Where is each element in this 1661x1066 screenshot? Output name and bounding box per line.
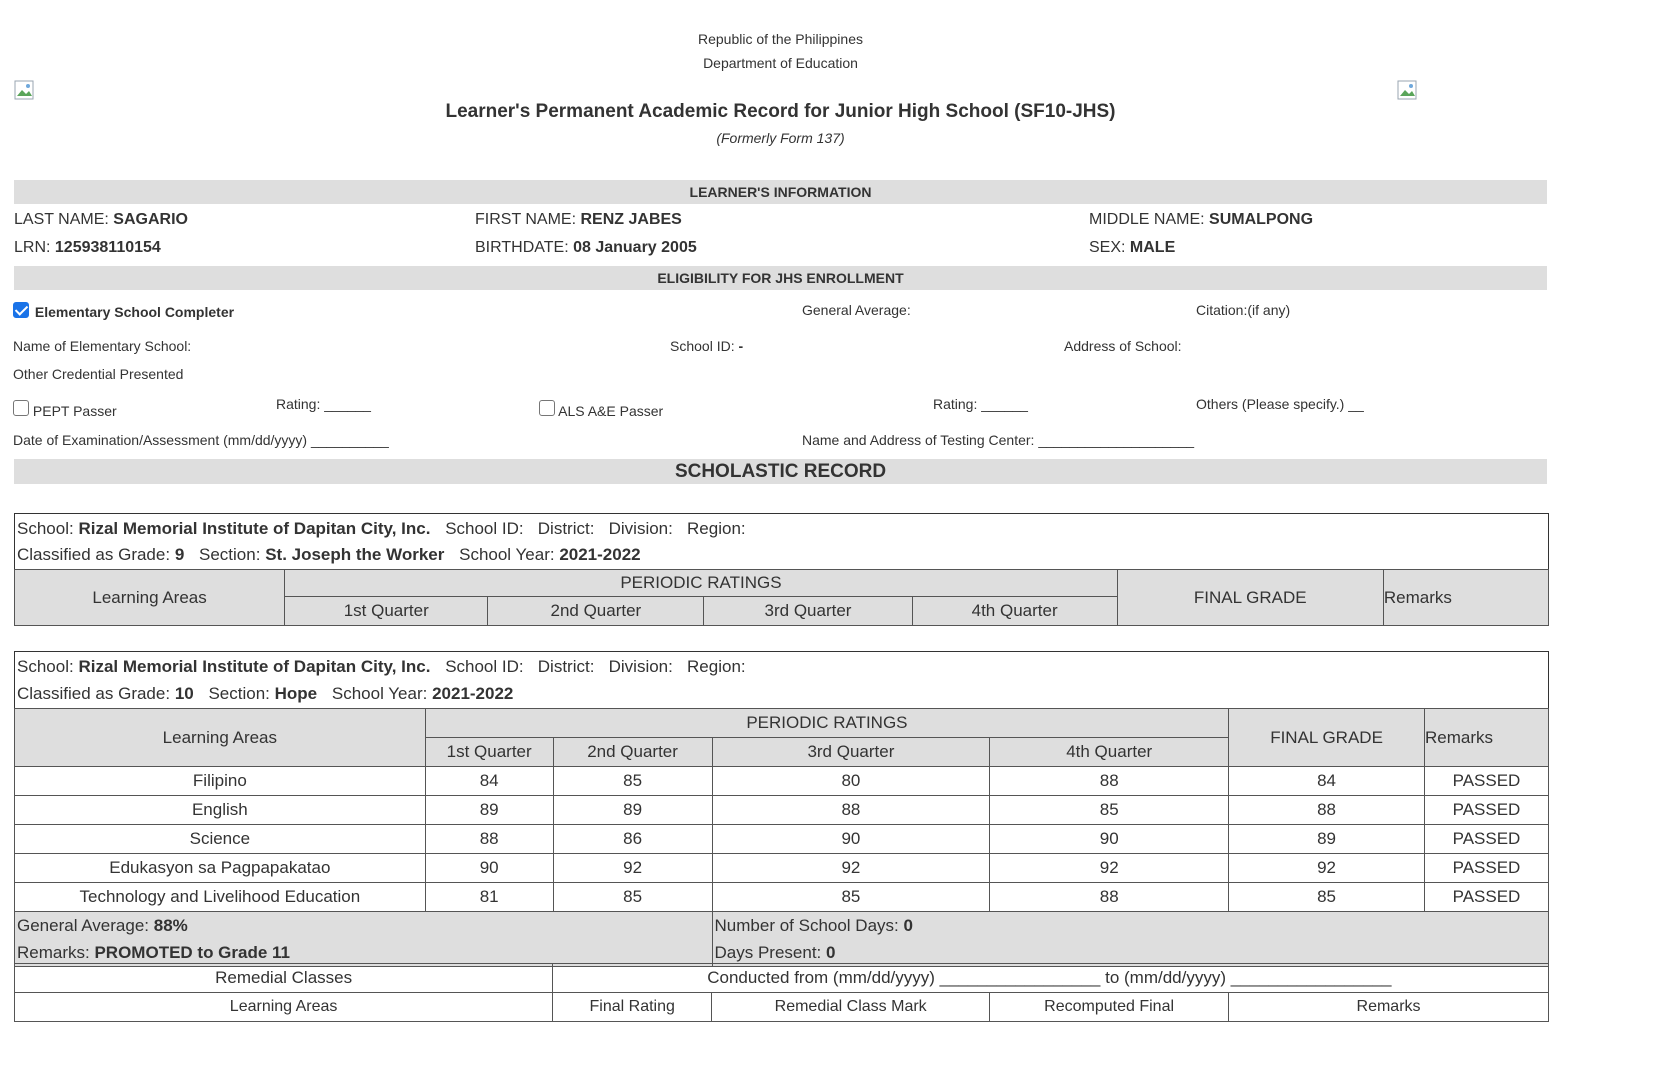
row-area: Science — [15, 825, 426, 854]
record2-school-info — [14, 651, 1549, 709]
summary-row — [15, 912, 1549, 967]
row-q3: 88 — [712, 796, 990, 825]
last-name-label: LAST NAME: — [14, 211, 109, 228]
header-department: Department of Education — [703, 55, 858, 71]
record1-q2-header: 2nd Quarter — [488, 597, 704, 626]
birthdate-field — [475, 239, 697, 257]
als-row — [539, 399, 664, 419]
days-present-value: 0 — [826, 943, 836, 962]
record2-q1-header: 1st Quarter — [425, 738, 553, 767]
school-days-field — [715, 912, 1548, 939]
record1-school-info — [14, 513, 1549, 571]
record2-year-label: School Year: — [331, 684, 428, 703]
row-remarks: PASSED — [1424, 796, 1548, 825]
first-name-field — [475, 211, 682, 229]
remedial-remarks-header: Remarks — [1229, 993, 1549, 1022]
elem-school-name-label: Name of Elementary School: — [13, 338, 192, 354]
header-republic: Republic of the Philippines — [698, 31, 863, 47]
row-remarks: PASSED — [1424, 854, 1548, 883]
record2-grade-line — [17, 684, 513, 704]
row-q4: 88 — [990, 767, 1229, 796]
last-name-field — [14, 211, 188, 229]
row-q1: 88 — [425, 825, 553, 854]
middle-name-value: SUMALPONG — [1209, 211, 1314, 228]
days-present-field — [715, 939, 1548, 966]
table-row — [15, 825, 1549, 854]
row-q1: 84 — [425, 767, 553, 796]
sex-field — [1089, 239, 1175, 257]
remedial-class-mark-header: Remedial Class Mark — [712, 993, 990, 1022]
record1-grades-table — [14, 569, 1549, 626]
remedial-conducted: Conducted from (mm/dd/yyyy) _________________ to (mm/dd/yyyy) _________________ — [553, 964, 1549, 993]
record1-q3-header: 3rd Quarter — [704, 597, 912, 626]
row-area: Filipino — [15, 767, 426, 796]
record2-grade: 10 — [174, 684, 194, 703]
row-q1: 81 — [425, 883, 553, 912]
record1-grade-line — [17, 545, 641, 565]
record1-final-header: FINAL GRADE — [1117, 570, 1383, 626]
row-area: Technology and Livelihood Education — [15, 883, 426, 912]
last-name-value: SAGARIO — [113, 211, 188, 228]
remedial-table — [14, 963, 1549, 1022]
general-average-label: General Average: — [802, 302, 911, 318]
citation-label: Citation:(if any) — [1196, 302, 1291, 318]
birthdate-label: BIRTHDATE: — [475, 239, 569, 256]
row-q2: 85 — [553, 883, 712, 912]
right-logo-image — [1397, 80, 1419, 102]
als-label: ALS A&E Passer — [558, 403, 664, 419]
days-present-label: Days Present: — [714, 943, 822, 962]
record1-learning-areas-header: Learning Areas — [15, 570, 285, 626]
record2-section: Hope — [274, 684, 318, 703]
middle-name-field — [1089, 211, 1313, 229]
promotion-remarks-label: Remarks: — [17, 943, 90, 962]
eligibility-band: ELIGIBILITY FOR JHS ENROLLMENT — [14, 266, 1547, 290]
record1-section: St. Joseph the Worker — [265, 545, 445, 564]
row-final: 85 — [1229, 883, 1425, 912]
record2-periodic-header: PERIODIC RATINGS — [425, 709, 1228, 738]
sex-label: SEX: — [1089, 239, 1126, 256]
record2-section-label: Section: — [208, 684, 270, 703]
left-logo-image — [14, 80, 36, 102]
table-row — [15, 883, 1549, 912]
record1-periodic-header: PERIODIC RATINGS — [285, 570, 1118, 597]
gen-avg-label: General Average: — [17, 916, 149, 935]
pept-checkbox[interactable] — [13, 400, 29, 416]
table-row — [15, 767, 1549, 796]
record1-remarks-header: Remarks — [1383, 570, 1548, 626]
table-row — [15, 854, 1549, 883]
address-of-school-label: Address of School: — [1064, 338, 1182, 354]
record1-q1-header: 1st Quarter — [285, 597, 488, 626]
row-q3: 80 — [712, 767, 990, 796]
testing-center: Name and Address of Testing Center: ____________________ — [802, 432, 1195, 448]
record1-year-label: School Year: — [459, 545, 555, 564]
record2-year: 2021-2022 — [432, 684, 514, 703]
record2-school-line — [17, 657, 746, 677]
page-title: Learner's Permanent Academic Record for Junior High School (SF10-JHS) — [445, 101, 1116, 122]
summary-right — [712, 912, 1548, 967]
date-of-exam: Date of Examination/Assessment (mm/dd/yyyy) __________ — [13, 432, 389, 448]
row-q3: 85 — [712, 883, 990, 912]
record2-school-name: Rizal Memorial Institute of Dapitan City, Inc. — [78, 657, 431, 676]
record2-grade-label: Classified as Grade: — [17, 684, 171, 703]
record1-meta: School ID: District: Division: Region: — [445, 519, 746, 538]
row-final: 92 — [1229, 854, 1425, 883]
others-specify: Others (Please specify.) __ — [1196, 396, 1364, 412]
general-average-field — [17, 912, 712, 939]
elem-completer-row — [13, 301, 234, 318]
record1-grade: 9 — [174, 545, 185, 564]
gen-avg-value: 88% — [153, 916, 188, 935]
lrn-value: 125938110154 — [54, 239, 161, 256]
promotion-remarks-value: PROMOTED to Grade 11 — [94, 943, 291, 962]
pept-label: PEPT Passer — [32, 403, 117, 419]
remedial-final-rating-header: Final Rating — [553, 993, 712, 1022]
row-final: 89 — [1229, 825, 1425, 854]
remedial-learning-areas-header: Learning Areas — [15, 993, 553, 1022]
record2-school-label: School: — [17, 657, 74, 676]
record1-section-label: Section: — [199, 545, 261, 564]
record2-learning-areas-header: Learning Areas — [15, 709, 426, 767]
row-area: Edukasyon sa Pagpapakatao — [15, 854, 426, 883]
row-q4: 88 — [990, 883, 1229, 912]
row-q4: 92 — [990, 854, 1229, 883]
scholastic-record-band: SCHOLASTIC RECORD — [14, 459, 1547, 484]
promotion-remarks-field — [17, 939, 712, 966]
row-q3: 90 — [712, 825, 990, 854]
row-q2: 92 — [553, 854, 712, 883]
record2-q4-header: 4th Quarter — [990, 738, 1229, 767]
school-id-field — [670, 338, 743, 354]
record2-q3-header: 3rd Quarter — [712, 738, 990, 767]
school-id-label: School ID: — [670, 338, 735, 354]
school-days-label: Number of School Days: — [714, 916, 899, 935]
lrn-label: LRN: — [14, 239, 51, 256]
record1-school-name: Rizal Memorial Institute of Dapitan City, Inc. — [78, 519, 431, 538]
als-checkbox[interactable] — [539, 400, 555, 416]
other-credential-label: Other Credential Presented — [13, 366, 184, 382]
row-remarks: PASSED — [1424, 767, 1548, 796]
row-q4: 85 — [990, 796, 1229, 825]
record1-school-line — [17, 519, 746, 539]
record1-year: 2021-2022 — [559, 545, 641, 564]
row-q2: 86 — [553, 825, 712, 854]
summary-left — [15, 912, 713, 967]
remedial-classes-label: Remedial Classes — [15, 964, 553, 993]
first-name-value: RENZ JABES — [580, 211, 682, 228]
row-q2: 89 — [553, 796, 712, 825]
record2-final-header: FINAL GRADE — [1229, 709, 1425, 767]
record1-school-label: School: — [17, 519, 74, 538]
row-q1: 89 — [425, 796, 553, 825]
middle-name-label: MIDDLE NAME: — [1089, 211, 1205, 228]
row-q4: 90 — [990, 825, 1229, 854]
lrn-field — [14, 239, 161, 257]
record1-q4-header: 4th Quarter — [912, 597, 1117, 626]
row-q3: 92 — [712, 854, 990, 883]
remedial-recomputed-header: Recomputed Final — [990, 993, 1229, 1022]
sex-value: MALE — [1129, 239, 1176, 256]
pept-row — [13, 399, 117, 419]
row-q2: 85 — [553, 767, 712, 796]
row-q1: 90 — [425, 854, 553, 883]
record2-grades-table — [14, 708, 1549, 967]
row-remarks: PASSED — [1424, 883, 1548, 912]
row-final: 84 — [1229, 767, 1425, 796]
record2-q2-header: 2nd Quarter — [553, 738, 712, 767]
table-row — [15, 796, 1549, 825]
first-name-label: FIRST NAME: — [475, 211, 577, 228]
record2-meta: School ID: District: Division: Region: — [445, 657, 746, 676]
page-subtitle: (Formerly Form 137) — [716, 130, 845, 146]
learner-info-band: LEARNER'S INFORMATION — [14, 180, 1547, 204]
row-remarks: PASSED — [1424, 825, 1548, 854]
elem-completer-label: Elementary School Completer — [34, 304, 235, 320]
school-days-value: 0 — [903, 916, 913, 935]
pept-rating: Rating: ______ — [276, 396, 371, 412]
row-final: 88 — [1229, 796, 1425, 825]
record1-grade-label: Classified as Grade: — [17, 545, 171, 564]
elem-completer-checkbox[interactable] — [13, 302, 29, 318]
als-rating: Rating: ______ — [933, 396, 1028, 412]
row-area: English — [15, 796, 426, 825]
record2-remarks-header: Remarks — [1424, 709, 1548, 767]
birthdate-value: 08 January 2005 — [573, 239, 697, 256]
school-id-value: - — [738, 338, 744, 354]
